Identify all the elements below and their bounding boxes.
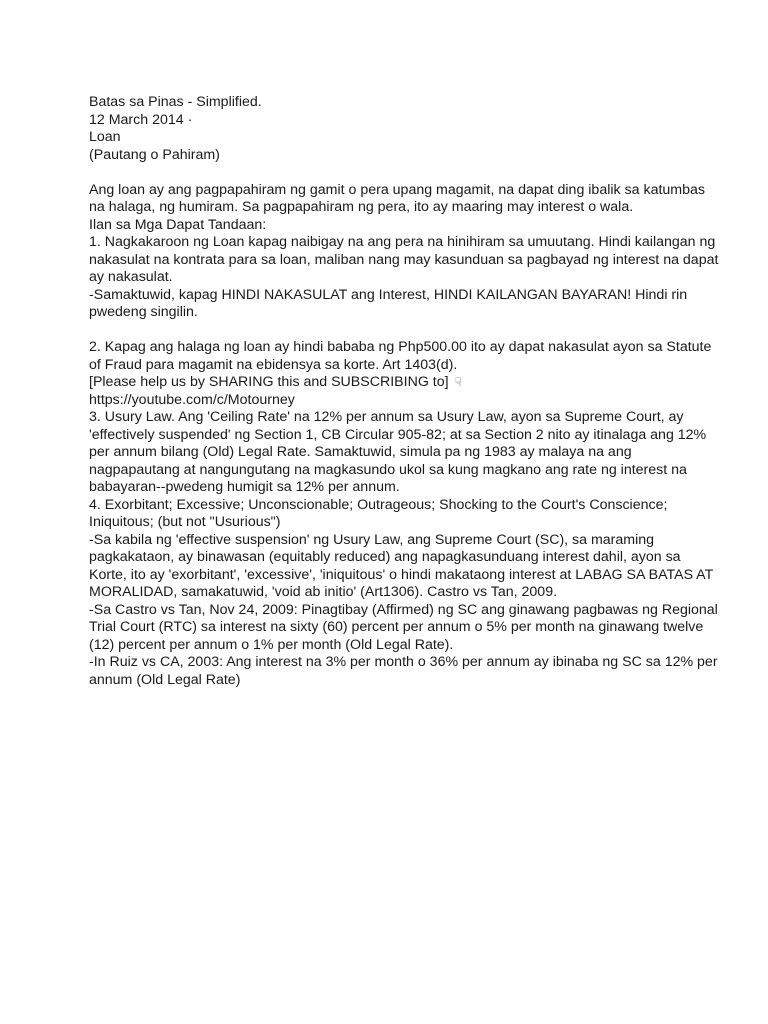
post-date: 12 March 2014 ·: [89, 111, 193, 128]
document-header: [89, 94, 719, 164]
item-4: 4. Exorbitant; Excessive; Unconscionable; Outrageous; Shocking to the Court's Conscience; Iniquitous; (but not "Usurious"): [89, 496, 668, 530]
effective-suspension-paragraph: -Sa kabila ng 'effective suspension' ng Usury Law, ang Supreme Court (SC), sa maraming pagkakataon, ay binawasan (equitably reduced) ang napagkasunduang interest dahil, ayon sa Korte, ito ay 'exorbitant', 'excessive', 'iniquitous' o hindi makataong interest at LABAG SA BATAS AT MORALIDAD, samakatuwid, 'void ab initio' (Art1306). Castro vs Tan, 2009.: [89, 531, 714, 600]
intro-paragraph: Ang loan ay ang pagpapahiram ng gamit o pera upang magamit, na dapat ding ibalik sa katumbas na halaga, ng humiram. Sa pagpapahiram ng pera, ito ay maaring may interest o wala.: [89, 181, 705, 215]
topic-translation: (Pautang o Pahiram): [89, 146, 220, 163]
document-body: [89, 94, 719, 689]
reminders-heading: Ilan sa Mga Dapat Tandaan:: [89, 216, 267, 233]
item-1-note: -Samaktuwid, kapag HINDI NAKASULAT ang Interest, HINDI KAILANGAN BAYARAN! Hindi rin pwedeng singilin.: [89, 286, 688, 320]
share-request: [89, 374, 719, 392]
site-title: Batas sa Pinas - Simplified.: [89, 94, 262, 110]
item-1: [89, 234, 719, 322]
youtube-link[interactable]: https://youtube.com/c/Motourney: [89, 391, 295, 408]
item-1-text: 1. Nagkakaroon ng Loan kapag naibigay na ang pera na hinihiram sa umuutang. Hindi kailangan ng nakasulat na kontrata para sa loan, maliban nang may kasunduan sa pagbayad ng interest na dapat ay nakasulat.: [89, 234, 719, 285]
share-request-text: [Please help us by SHARING this and SUBSCRIBING to]: [89, 374, 449, 390]
pointing-hand-icon: ☟: [454, 375, 462, 389]
topic-title: Loan: [89, 129, 121, 145]
ruiz-vs-ca-paragraph: -In Ruiz vs CA, 2003: Ang interest na 3% per month o 36% per annum ay ibinaba ng SC sa 12% per annum (Old Legal Rate): [89, 654, 718, 688]
item-2: 2. Kapag ang halaga ng loan ay hindi bababa ng Php500.00 ito ay dapat nakasulat ayon sa Statute of Fraud para magamit na ebidensya sa korte. Art 1403(d).: [89, 339, 712, 373]
item-3: 3. Usury Law. Ang 'Ceiling Rate' na 12% per annum sa Usury Law, ayon sa Supreme Court, ay 'effectively suspended' ng Section 1, CB Circular 905-82; at sa Section 2 nito ay itinalaga ang 12% per annum bilang (Old) Legal Rate. Samaktuwid, simula pa ng 1983 ay malaya na ang nagpapautang at nangungutang na magkasundo ukol sa kung magkano ang rate ng interest na babayaran--pwedeng humigit sa 12% per annum.: [89, 409, 707, 495]
castro-vs-tan-paragraph: -Sa Castro vs Tan, Nov 24, 2009: Pinagtibay (Affirmed) ng SC ang ginawang pagbawas ng Regional Trial Court (RTC) sa interest na sixty (60) percent per annum o 5% per month na ginawang twelve (12) percent per annum o 1% per month (Old Legal Rate).: [89, 601, 718, 653]
